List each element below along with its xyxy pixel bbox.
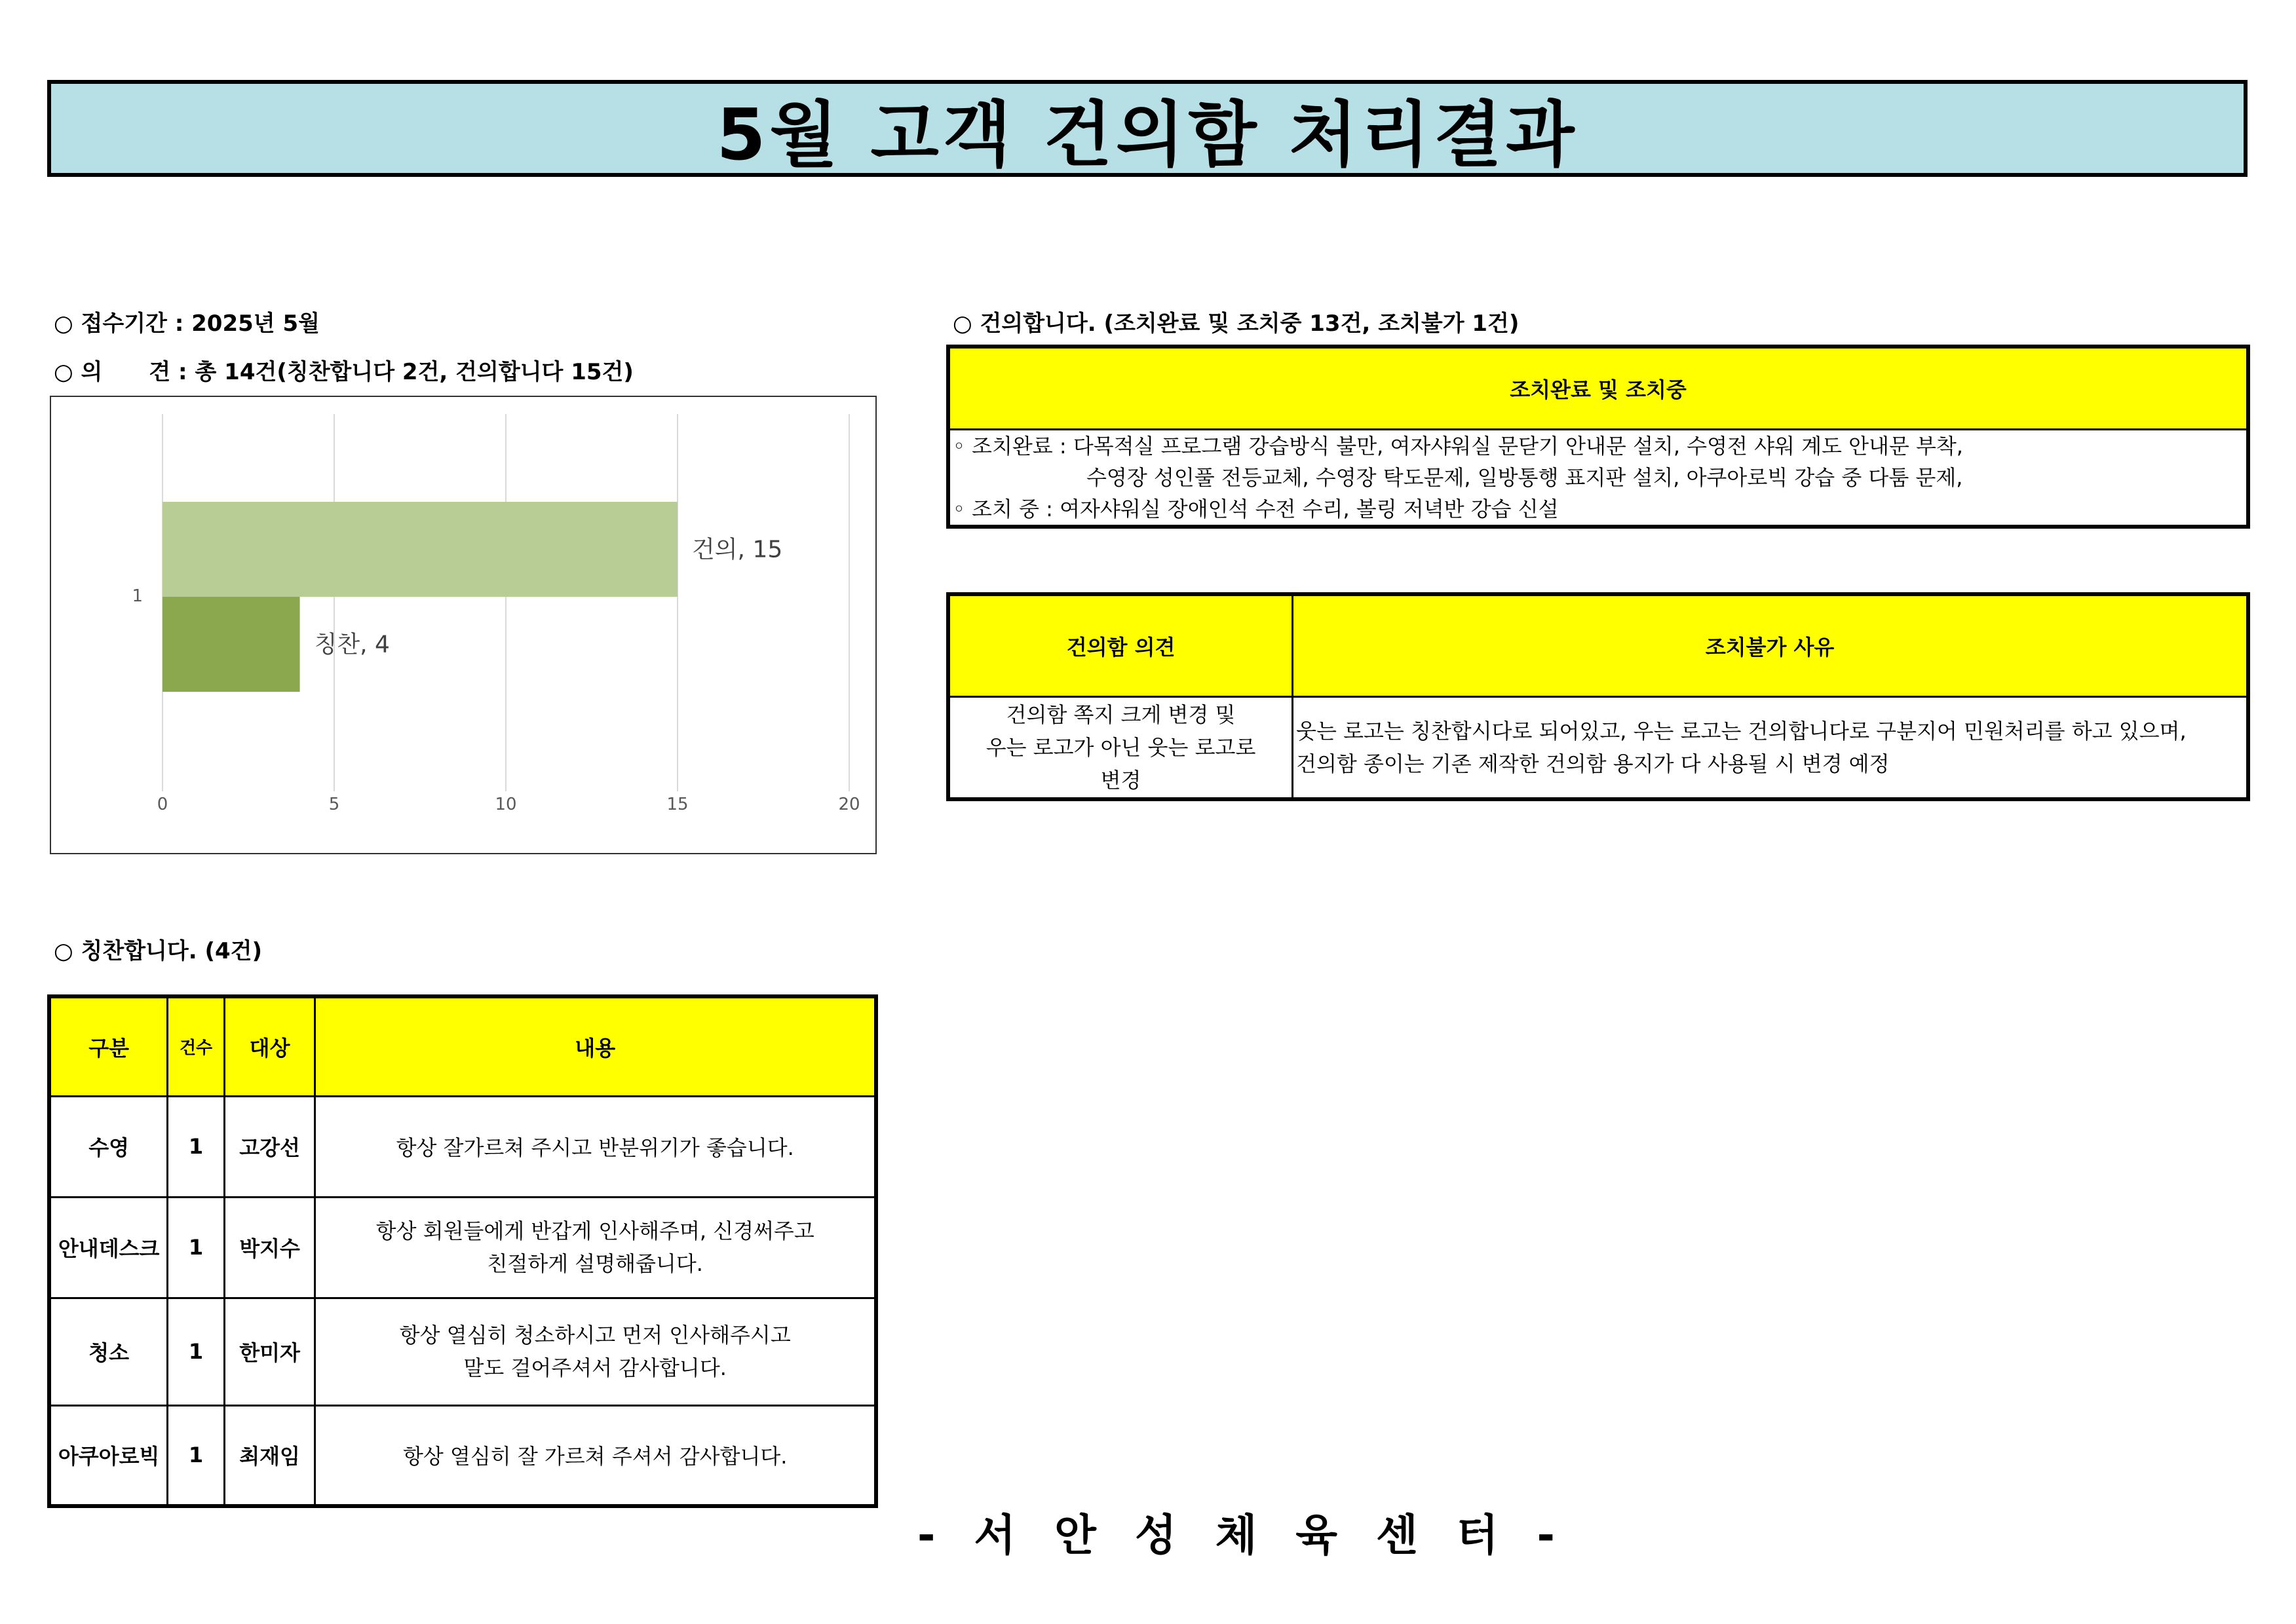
x-tick-label: 0 (157, 795, 168, 814)
table-row (49, 1197, 876, 1298)
rejected-opinion: 건의함 쪽지 크게 변경 및 우는 로고가 아닌 웃는 로고로 변경 (948, 696, 1293, 799)
row-category: 안내데스크 (49, 1197, 168, 1298)
table-row (49, 1298, 876, 1405)
rejected-header-row (948, 594, 2248, 696)
page-title: 5월 고객 건의함 처리결과 (47, 80, 2248, 177)
suggestions-heading: ○ 건의합니다. (조치완료 및 조치중 13건, 조치불가 1건) (953, 311, 1520, 337)
x-tick-label: 20 (838, 795, 860, 814)
rejected-row (948, 696, 2248, 799)
praise-table (47, 994, 878, 1508)
x-tick-label: 10 (495, 795, 517, 814)
praise-header-row (49, 996, 876, 1096)
row-target: 박지수 (224, 1197, 315, 1298)
col-target: 대상 (224, 996, 315, 1096)
completed-header-row (948, 347, 2248, 429)
x-tick-label: 15 (666, 795, 689, 814)
col-reason: 조치불가 사유 (1293, 594, 2248, 696)
data-label: 건의, 15 (692, 536, 783, 563)
row-target: 최재임 (224, 1405, 315, 1506)
row-content: 항상 열심히 청소하시고 먼저 인사해주시고 말도 걸어주셔서 감사합니다. (315, 1298, 876, 1405)
chart-svg (51, 397, 875, 853)
praise-heading: ○ 칭찬합니다. (4건) (54, 938, 263, 964)
row-content: 항상 열심히 잘 가르쳐 주셔서 감사합니다. (315, 1405, 876, 1506)
summary-chart (50, 396, 877, 854)
period-heading: ○ 접수기간 : 2025년 5월 (54, 311, 320, 337)
opinion-heading: ○ 의 견 : 총 14건(칭찬합니다 2건, 건의합니다 15건) (54, 359, 634, 385)
col-count: 건수 (168, 996, 224, 1096)
col-content: 내용 (315, 996, 876, 1096)
completed-line-2: 수영장 성인풀 전등교체, 수영장 탁도문제, 일방통행 표지판 설치, 아쿠아로빅 강습 중 다툼 문제, (1086, 464, 1963, 490)
rejected-table (946, 592, 2250, 801)
row-count: 1 (168, 1197, 224, 1298)
completed-list (948, 429, 2248, 527)
table-row (49, 1405, 876, 1506)
center-name-footer: - 서 안 성 체 육 센 터 - (917, 1510, 1567, 1560)
row-count: 1 (168, 1405, 224, 1506)
bar-suggestion (163, 502, 678, 597)
col-opinion: 건의함 의견 (948, 594, 1293, 696)
row-content: 항상 잘가르쳐 주시고 반분위기가 좋습니다. (315, 1096, 876, 1197)
row-target: 한미자 (224, 1298, 315, 1405)
rejected-reason: 웃는 로고는 칭찬합시다로 되어있고, 우는 로고는 건의합니다로 구분지어 민원처리를 하고 있으며, 건의함 종이는 기존 제작한 건의함 용지가 다 사용될 시 변경 예정 (1293, 696, 2248, 799)
row-count: 1 (168, 1096, 224, 1197)
row-category: 수영 (49, 1096, 168, 1197)
row-content: 항상 회원들에게 반갑게 인사해주며, 신경써주고 친절하게 설명해줍니다. (315, 1197, 876, 1298)
in-progress-line: ◦ 조치 중 : 여자샤워실 장애인석 수전 수리, 볼링 저녁반 강습 신설 (953, 496, 1559, 521)
col-category: 구분 (49, 996, 168, 1096)
row-category: 아쿠아로빅 (49, 1405, 168, 1506)
data-label: 칭찬, 4 (314, 631, 390, 658)
x-tick-label: 5 (328, 795, 340, 814)
bar-praise (163, 597, 300, 692)
completed-line-1: ◦ 조치완료 : 다목적실 프로그램 강습방식 불만, 여자샤워실 문닫기 안내문 설치, 수영전 샤워 계도 안내문 부착, (953, 433, 1963, 459)
completed-actions-box (946, 345, 2250, 529)
y-category-label: 1 (132, 586, 143, 606)
table-row (49, 1096, 876, 1197)
completed-body-row (948, 429, 2248, 527)
completed-box-title: 조치완료 및 조치중 (948, 347, 2248, 429)
row-count: 1 (168, 1298, 224, 1405)
row-category: 청소 (49, 1298, 168, 1405)
row-target: 고강선 (224, 1096, 315, 1197)
